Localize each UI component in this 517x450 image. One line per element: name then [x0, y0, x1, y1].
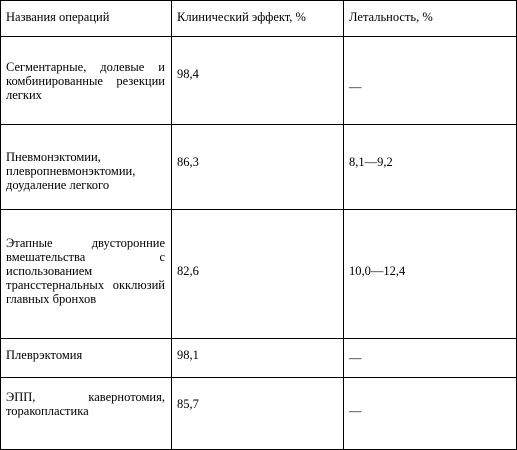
mortality-cell	[344, 339, 517, 378]
effect-cell	[172, 339, 344, 378]
operation-name: Плеврэктомия	[6, 348, 83, 362]
operation-name: Этапные двусторонние вмешательства с использованием трансстернальных окклюзий главных бронхов	[6, 236, 165, 306]
table-header-row	[1, 1, 517, 37]
header-cell-effect	[172, 1, 344, 37]
mortality-value: 10,0—12,4	[349, 264, 406, 278]
table-row	[1, 378, 517, 450]
table-row	[1, 125, 517, 210]
effect-cell	[172, 37, 344, 125]
operation-name: Пневмонэктомии, плевропневмонэктомии, доудаление легкого	[6, 150, 136, 192]
mortality-value: 8,1—9,2	[349, 155, 393, 169]
operation-name: Сегментарные, долевые и комбинированные резекции легких	[6, 60, 165, 102]
operation-cell	[1, 125, 172, 210]
effect-cell	[172, 378, 344, 450]
effect-cell	[172, 125, 344, 210]
mortality-cell	[344, 37, 517, 125]
table-row	[1, 210, 517, 339]
header-effect: Клинический эффект, %	[177, 10, 306, 24]
header-cell-operation	[1, 1, 172, 37]
effect-value: 86,3	[177, 155, 199, 169]
effect-value: 98,4	[177, 67, 199, 81]
operation-cell	[1, 37, 172, 125]
operation-cell	[1, 339, 172, 378]
table-row	[1, 37, 517, 125]
operation-cell	[1, 210, 172, 339]
mortality-cell	[344, 378, 517, 450]
mortality-value: —	[349, 351, 362, 365]
mortality-cell	[344, 125, 517, 210]
effect-value: 98,1	[177, 348, 199, 362]
mortality-value: —	[349, 80, 362, 94]
table-row	[1, 339, 517, 378]
operation-cell	[1, 378, 172, 450]
effect-cell	[172, 210, 344, 339]
mortality-cell	[344, 210, 517, 339]
effect-value: 82,6	[177, 264, 199, 278]
mortality-value: —	[349, 404, 362, 418]
operation-name: ЭПП, кавернотомия, торакопластика	[6, 390, 165, 418]
effect-value: 85,7	[177, 397, 199, 411]
header-mortality: Летальность, %	[349, 10, 433, 24]
header-operation: Названия операций	[6, 10, 110, 24]
header-cell-mortality	[344, 1, 517, 37]
